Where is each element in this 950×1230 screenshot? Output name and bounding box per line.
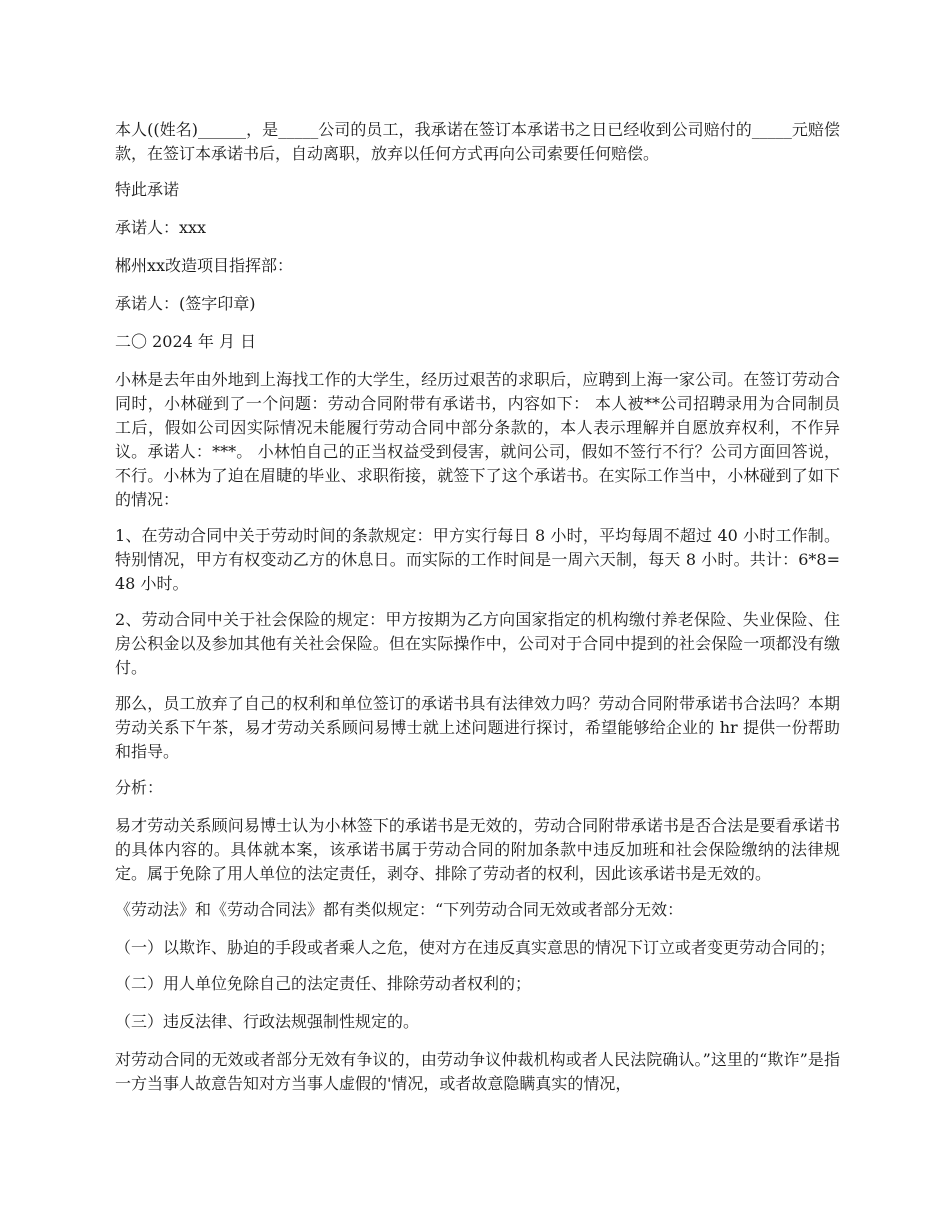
signature-line: 承诺人：(签字印章) xyxy=(115,294,256,313)
recipient-line: 郴州xx改造项目指挥部： xyxy=(115,256,294,275)
law-clause-2: （二）用人单位免除自己的法定责任、排除劳动者权利的； xyxy=(115,974,532,993)
hereby-commit: 特此承诺 xyxy=(115,180,180,199)
law-clause-1: （一）以欺诈、胁迫的手段或者乘人之危，使对方在违反真实意思的情况下订立或者变更劳动合同的； xyxy=(115,938,836,957)
case-item-1: 1、在劳动合同中关于劳动时间的条款规定：甲方实行每日 8 小时，平均每周不超过 40 小时工作制。特别情况，甲方有权变动乙方的休息日。而实际的工作时间是一周六天制，每天 8 小时。共计：6*8=48 小时。 xyxy=(115,526,840,593)
analysis-heading: 分析： xyxy=(115,778,164,797)
date-line: 二〇 2024 年 月 日 xyxy=(115,332,257,351)
law-citation: 《劳动法》和《劳动合同法》都有类似规定：“下列劳动合同无效或者部分无效： xyxy=(115,900,684,919)
case-background: 小林是去年由外地到上海找工作的大学生，经历过艰苦的求职后，应聘到上海一家公司。在签订劳动合同时，小林碰到了一个问题：劳动合同附带有承诺书，内容如下： 本人被**公司招聘录用为合同制员工后，假如公司因实际情况未能履行劳动合同中部分条款的，本人表示理解并自愿放弃权利，不作异议。承诺人：***。 小林怕自己的正当权益受到侵害，就问公司，假如不签行不行？公司方面回答说，不行。小林为了迫在眉睫的毕业、求职衔接，就签下了这个承诺书。在实际工作当中，小林碰到了如下的情况： xyxy=(115,370,840,509)
case-item-2: 2、劳动合同中关于社会保险的规定：甲方按期为乙方向国家指定的机构缴付养老保险、失业保险、住房公积金以及参加其他有关社会保险。但在实际操作中，公司对于合同中提到的社会保险一项都没有缴付。 xyxy=(115,610,840,677)
dispute-paragraph: 对劳动合同的无效或者部分无效有争议的，由劳动争议仲裁机构或者人民法院确认。”这里的“欺诈”是指一方当事人故意告知对方当事人虚假的'情况，或者故意隐瞒真实的情况， xyxy=(115,1050,840,1093)
analysis-paragraph: 易才劳动关系顾问易博士认为小林签下的承诺书是无效的，劳动合同附带承诺书是否合法是要看承诺书的具体内容的。具体就本案，该承诺书属于劳动合同的附加条款中违反加班和社会保险缴纳的法律规定。属于免除了用人单位的法定责任，剥夺、排除了劳动者的权利，因此该承诺书是无效的。 xyxy=(115,816,840,883)
document-page xyxy=(115,118,840,1108)
question-paragraph: 那么，员工放弃了自己的权利和单位签订的承诺书具有法律效力吗？劳动合同附带承诺书合法吗？本期劳动关系下午茶，易才劳动关系顾问易博士就上述问题进行探讨，希望能够给企业的 hr 提供一份帮助和指导。 xyxy=(115,694,840,761)
promisor-line: 承诺人：xxx xyxy=(115,218,207,237)
law-clause-3: （三）违反法律、行政法规强制性规定的。 xyxy=(115,1012,420,1031)
commitment-statement: 本人((姓名)______，是_____公司的员工，我承诺在签订本承诺书之日已经收到公司赔付的_____元赔偿款，在签订本承诺书后，自动离职，放弃以任何方式再向公司索要任何赔偿。 xyxy=(115,120,840,163)
